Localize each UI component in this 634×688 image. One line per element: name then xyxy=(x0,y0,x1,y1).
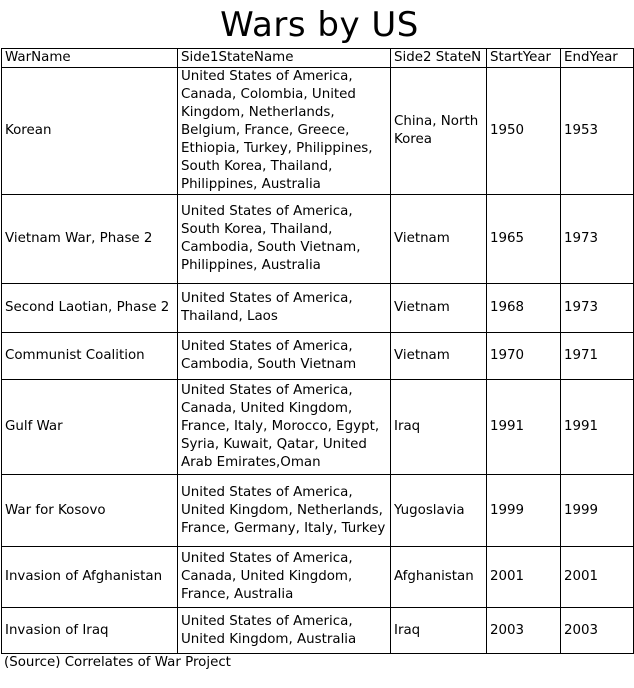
end-year-cell: 2001 xyxy=(561,547,634,608)
table-row xyxy=(2,195,634,284)
side2-cell: Vietnam xyxy=(391,284,487,333)
table-row xyxy=(2,333,634,380)
header-war-name: WarName xyxy=(2,49,178,68)
header-side2-state-name: Side2 StateN xyxy=(391,49,487,68)
war-name-cell: Invasion of Afghanistan xyxy=(2,547,178,608)
side1-cell: United States of America, United Kingdom, Australia xyxy=(178,608,391,654)
side1-cell: United States of America, Canada, United Kingdom, France, Italy, Morocco, Egypt, Syria, Kuwait, Qatar, United Arab Emirates,Oman xyxy=(178,380,391,475)
end-year-cell: 2003 xyxy=(561,608,634,654)
side1-cell: United States of America, United Kingdom, Netherlands, France, Germany, Italy, Turkey xyxy=(178,475,391,547)
end-year-cell: 1973 xyxy=(561,284,634,333)
header-side1-state-name: Side1StateName xyxy=(178,49,391,68)
side2-cell: Vietnam xyxy=(391,333,487,380)
side1-cell: United States of America, Thailand, Laos xyxy=(178,284,391,333)
table-row xyxy=(2,68,634,195)
war-name-cell: War for Kosovo xyxy=(2,475,178,547)
start-year-cell: 1999 xyxy=(487,475,561,547)
end-year-cell: 1999 xyxy=(561,475,634,547)
end-year-cell: 1953 xyxy=(561,68,634,195)
table-row xyxy=(2,547,634,608)
table-row xyxy=(2,475,634,547)
start-year-cell: 1970 xyxy=(487,333,561,380)
war-name-cell: Invasion of Iraq xyxy=(2,608,178,654)
side1-cell: United States of America, Cambodia, South Vietnam xyxy=(178,333,391,380)
side1-cell: United States of America, South Korea, Thailand, Cambodia, South Vietnam, Philippines, Australia xyxy=(178,195,391,284)
start-year-cell: 1950 xyxy=(487,68,561,195)
table-row xyxy=(2,284,634,333)
header-start-year: StartYear xyxy=(487,49,561,68)
side2-cell: Vietnam xyxy=(391,195,487,284)
header-end-year: EndYear xyxy=(561,49,634,68)
start-year-cell: 2003 xyxy=(487,608,561,654)
end-year-cell: 1973 xyxy=(561,195,634,284)
side2-cell: Afghanistan xyxy=(391,547,487,608)
start-year-cell: 1991 xyxy=(487,380,561,475)
war-name-cell: Communist Coalition xyxy=(2,333,178,380)
table-header-row xyxy=(2,49,634,68)
page-title: Wars by US xyxy=(220,5,419,45)
side1-cell: United States of America, Canada, Colombia, United Kingdom, Netherlands, Belgium, France, Greece, Ethiopia, Turkey, Philippines, South Korea, Thailand, Philippines, Australia xyxy=(178,68,391,195)
war-name-cell: Gulf War xyxy=(2,380,178,475)
wars-table xyxy=(1,48,634,654)
war-name-cell: Korean xyxy=(2,68,178,195)
side1-cell: United States of America, Canada, United Kingdom, France, Australia xyxy=(178,547,391,608)
war-name-cell: Vietnam War, Phase 2 xyxy=(2,195,178,284)
source-note: (Source) Correlates of War Project xyxy=(4,655,231,670)
start-year-cell: 1965 xyxy=(487,195,561,284)
start-year-cell: 1968 xyxy=(487,284,561,333)
side2-cell: Iraq xyxy=(391,380,487,475)
end-year-cell: 1991 xyxy=(561,380,634,475)
table-row xyxy=(2,380,634,475)
side2-cell: Iraq xyxy=(391,608,487,654)
start-year-cell: 2001 xyxy=(487,547,561,608)
end-year-cell: 1971 xyxy=(561,333,634,380)
side2-cell: Yugoslavia xyxy=(391,475,487,547)
table-row xyxy=(2,608,634,654)
war-name-cell: Second Laotian, Phase 2 xyxy=(2,284,178,333)
side2-cell: China, North Korea xyxy=(391,68,487,195)
